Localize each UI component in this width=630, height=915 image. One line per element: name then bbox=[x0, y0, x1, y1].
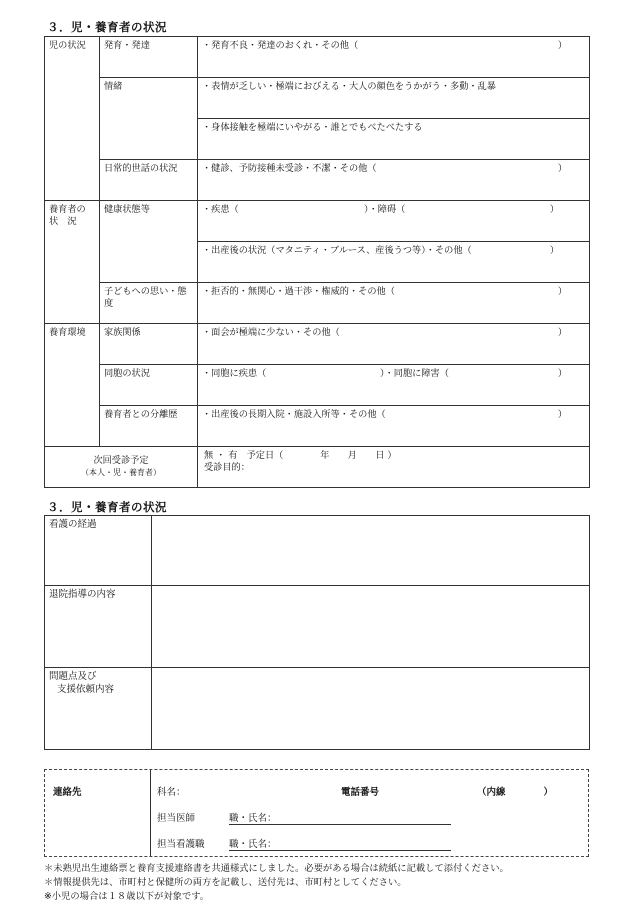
issues-label-line2: 支援依頼内容 bbox=[57, 683, 115, 695]
phone-label: 電話番号 bbox=[341, 787, 380, 798]
nurse-name-line[interactable] bbox=[229, 850, 451, 851]
sibling-field[interactable] bbox=[198, 365, 590, 406]
feelings-label: 子どもへの思い・態度 bbox=[100, 283, 198, 324]
nursing-summary-table bbox=[44, 515, 590, 750]
health-field-2[interactable] bbox=[198, 242, 590, 283]
section-2-heading: ３．児・養育者の状況 bbox=[47, 500, 167, 514]
close-paren: ） bbox=[557, 409, 567, 420]
sibling-text-b: ）・同胞に障害（ bbox=[380, 368, 449, 379]
caregiver-label-line2: 状 況 bbox=[49, 216, 77, 228]
issues-label-line1: 問題点及び bbox=[49, 671, 97, 682]
caregiver-label-line1: 養育者の bbox=[49, 204, 86, 215]
child-caregiver-status-table bbox=[44, 36, 590, 488]
next-visit-field[interactable] bbox=[198, 447, 590, 488]
sibling-text-a: ・同胞に疾患（ bbox=[202, 368, 267, 379]
sibling-label: 同胞の状況 bbox=[100, 365, 198, 406]
development-field[interactable] bbox=[198, 37, 590, 78]
next-visit-title: 次回受診予定 bbox=[93, 455, 149, 467]
note-1: ＊未熟児出生連絡票と養育支援連絡書を共通様式にしました。必要がある場合は続紙に記載して添付ください。 bbox=[44, 863, 509, 874]
daily-care-label: 日常的世話の状況 bbox=[100, 160, 198, 201]
close-paren: ） bbox=[549, 245, 559, 256]
health-text-a: ・疾患（ bbox=[202, 204, 239, 215]
development-text: ・発育不良・発達のおくれ・その他（ bbox=[202, 40, 359, 51]
contact-box bbox=[44, 769, 589, 857]
department-label: 科名： bbox=[157, 787, 186, 798]
close-paren: ） bbox=[557, 163, 567, 174]
note-2: ＊情報提供先は、市町村と保健所の両方を記載し、送付先は、市町村としてください。 bbox=[44, 877, 407, 888]
close-paren: ） bbox=[557, 40, 567, 51]
discharge-guidance-label: 退院指導の内容 bbox=[45, 586, 152, 668]
discharge-guidance-field[interactable] bbox=[152, 586, 590, 668]
development-label: 発育・発達 bbox=[100, 37, 198, 78]
next-visit-subtitle: （本人・児・養育者） bbox=[81, 467, 161, 477]
section-1-heading: ３．児・養育者の状況 bbox=[47, 20, 167, 34]
next-visit-purpose: 受診目的： bbox=[204, 462, 250, 474]
nurse-name-label: 職・氏名： bbox=[229, 839, 277, 850]
emotion-field-2[interactable]: ・身体接触を極端にいやがる・誰とでもべたべたする bbox=[198, 119, 590, 160]
emotion-field-1[interactable]: ・表情が乏しい・極端におびえる・大人の顔色をうかがう・多動・乱暴 bbox=[198, 78, 590, 119]
close-paren: ） bbox=[557, 368, 567, 379]
feelings-field[interactable] bbox=[198, 283, 590, 324]
health-text-b: ）・障碍（ bbox=[364, 204, 406, 215]
environment-label: 養育環境 bbox=[45, 324, 100, 447]
doctor-name-line[interactable] bbox=[229, 824, 451, 825]
daily-care-text: ・健診、予防接種未受診・不潔・その他（ bbox=[202, 163, 377, 174]
health-text-2: ・出産後の状況（マタニティ・ブルース、産後うつ等）・その他（ bbox=[202, 245, 472, 256]
doctor-label: 担当医師 bbox=[157, 813, 196, 824]
next-visit-label bbox=[45, 447, 198, 488]
health-label: 健康状態等 bbox=[100, 201, 198, 283]
nursing-progress-field[interactable] bbox=[152, 516, 590, 586]
feelings-text: ・拒否的・無関心・過干渉・権威的・その他（ bbox=[202, 286, 395, 297]
note-3: ※小児の場合は１８歳以下が対象です。 bbox=[44, 891, 210, 902]
doctor-name-label: 職・氏名： bbox=[229, 813, 277, 824]
child-status-label: 児の状況 bbox=[45, 37, 100, 201]
family-field[interactable] bbox=[198, 324, 590, 365]
close-paren: ） bbox=[549, 204, 559, 215]
nursing-progress-label: 看護の経過 bbox=[45, 516, 152, 586]
daily-care-field[interactable] bbox=[198, 160, 590, 201]
extension-label: （内線 ） bbox=[477, 787, 554, 798]
separation-field[interactable] bbox=[198, 406, 590, 447]
close-paren: ） bbox=[557, 327, 567, 338]
separation-label: 養育者との分離歴 bbox=[100, 406, 198, 447]
issues-field[interactable] bbox=[152, 668, 590, 750]
contact-divider bbox=[150, 770, 151, 856]
close-paren: ） bbox=[557, 286, 567, 297]
next-visit-date: 無 ・ 有 予定日（ 年 月 日 ） bbox=[204, 450, 397, 461]
emotion-label: 情緒 bbox=[100, 78, 198, 160]
separation-text: ・出産後の長期入院・施設入所等・その他（ bbox=[202, 409, 386, 420]
contact-label: 連絡先 bbox=[53, 787, 82, 798]
caregiver-status-label bbox=[45, 201, 100, 324]
family-label: 家族関係 bbox=[100, 324, 198, 365]
nurse-label: 担当看護職 bbox=[157, 839, 205, 850]
health-field-1[interactable] bbox=[198, 201, 590, 242]
issues-label bbox=[45, 668, 152, 750]
family-text: ・面会が極端に少ない・その他（ bbox=[202, 327, 340, 338]
